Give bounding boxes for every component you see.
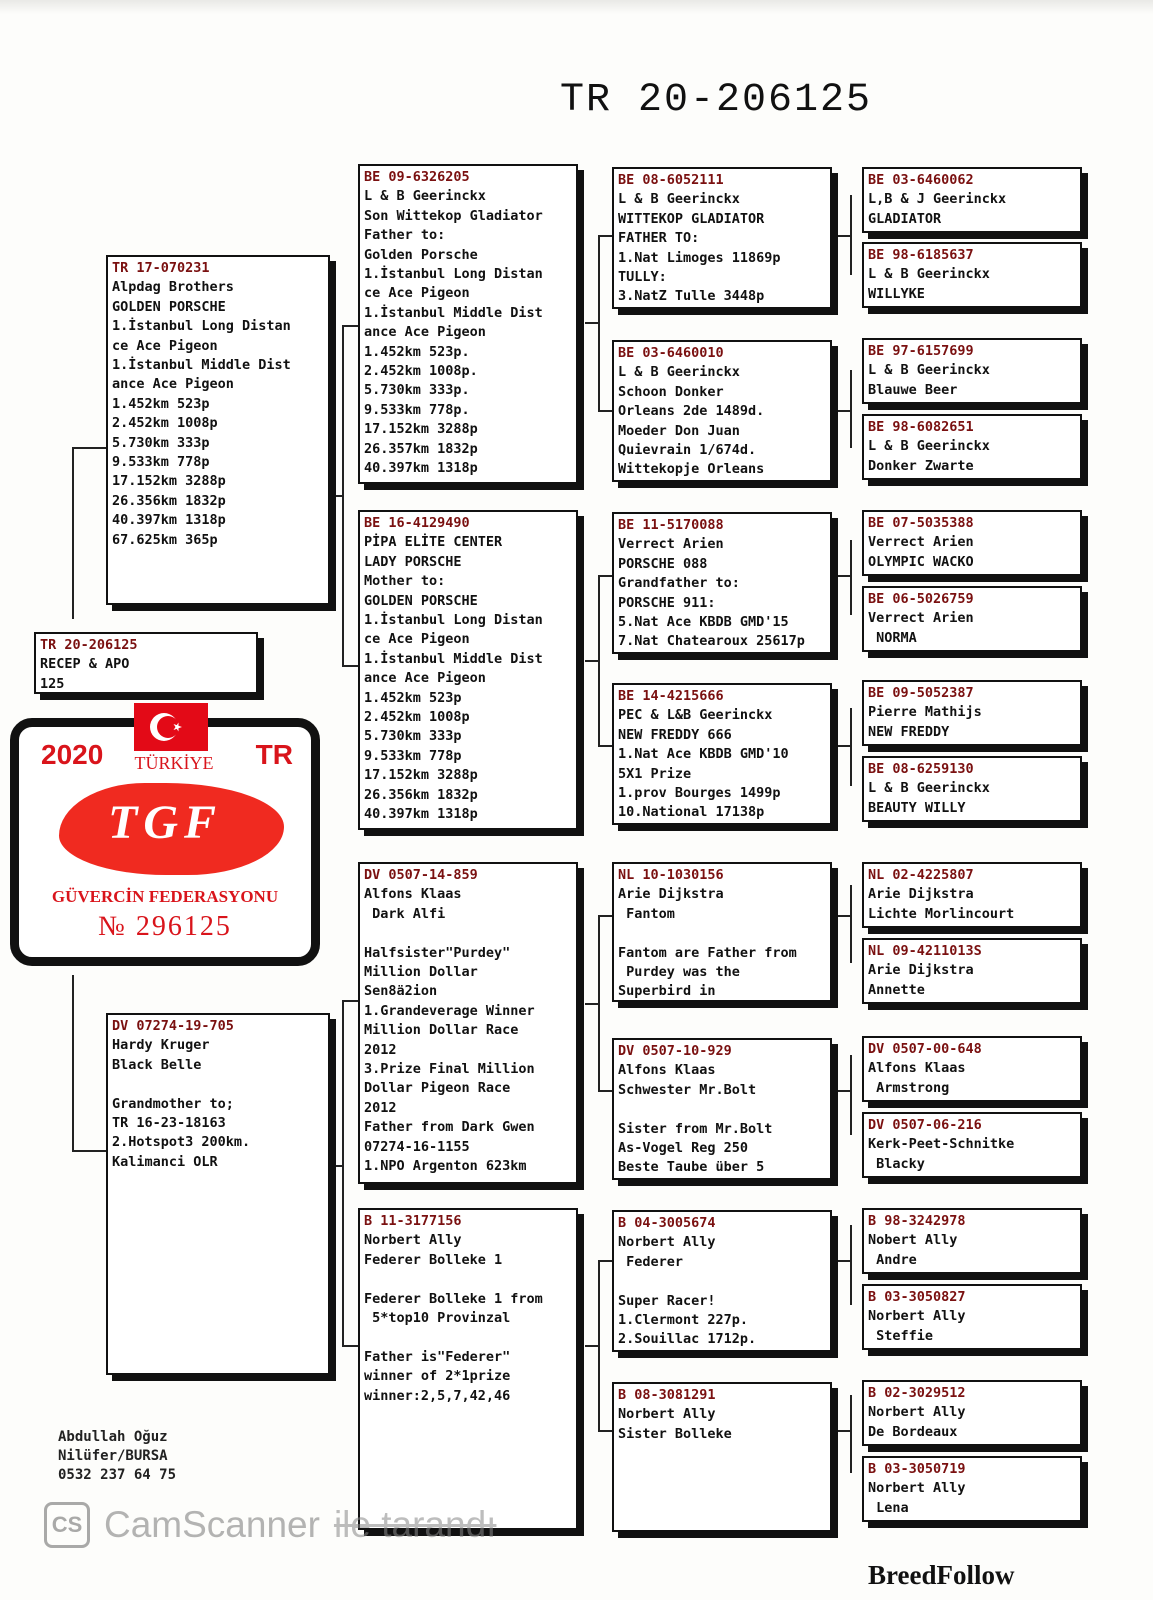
pedigree-line: L & B Geerinckx	[868, 438, 990, 455]
ring-id: TR 17-070231	[112, 260, 210, 276]
pedigree-line: Nobert Ally	[868, 1232, 958, 1249]
pedigree-line: 40.397km 1318p	[364, 806, 478, 823]
ring-id: B 11-3177156	[364, 1213, 462, 1229]
pedigree-line: Father from Dark Gwen	[364, 1119, 535, 1136]
ancestor-box	[862, 1284, 1082, 1350]
ring-id: DV 0507-14-859	[364, 867, 478, 883]
pedigree-line: BEAUTY WILLY	[868, 799, 966, 816]
pedigree-line: OLYMPIC WACKO	[868, 553, 974, 570]
pedigree-line: L & B Geerinckx	[364, 188, 486, 205]
pedigree-line: Arie Dijkstra	[868, 886, 974, 903]
pedigree-line: Hardy Kruger	[112, 1037, 210, 1054]
pedigree-line: 9.533km 778p	[364, 747, 462, 764]
pedigree-line: 40.397km 1318p	[112, 512, 226, 529]
ring-country-code: TR	[255, 739, 293, 770]
camscanner-brand: CamScanner	[104, 1504, 320, 1545]
pedigree-line: GOLDEN PORSCHE	[364, 592, 478, 609]
connector	[342, 325, 344, 665]
pedigree-line: 2.Hotspot3 200km.	[112, 1134, 251, 1151]
pedigree-line: 1.Nat Limoges 11869p	[618, 249, 781, 266]
pedigree-line: Verrect Arien	[868, 534, 974, 551]
pedigree-line: Fantom are Father from	[618, 944, 797, 961]
connector	[330, 495, 342, 497]
subject-box	[34, 632, 258, 694]
pedigree-line: Dark Alfi	[364, 905, 446, 922]
ring-id: BE 14-4215666	[618, 688, 724, 704]
connector	[838, 410, 850, 412]
ancestor-box	[862, 1036, 1082, 1102]
connector	[585, 322, 598, 324]
ancestor-box	[862, 1456, 1082, 1522]
pedigree-line: 17.152km 3288p	[364, 767, 478, 784]
grandparent-box	[358, 164, 578, 484]
connector	[598, 745, 613, 747]
pedigree-line: 26.356km 1832p	[364, 786, 478, 803]
ring-id: B 03-3050719	[868, 1461, 966, 1477]
pedigree-line	[364, 1328, 572, 1347]
pedigree-line: Black Belle	[112, 1056, 202, 1073]
connector	[598, 915, 613, 917]
pedigree-line: 1.452km 523p	[364, 689, 462, 706]
pedigree-line: Dollar Pigeon Race	[364, 1080, 511, 1097]
ancestor-box	[862, 1112, 1082, 1178]
ancestor-box	[862, 756, 1082, 822]
pedigree-line	[618, 1272, 826, 1291]
connector	[850, 540, 852, 615]
pedigree-line: Norbert Ally	[618, 1234, 716, 1251]
sire-box	[106, 255, 330, 605]
pedigree-line: Donker Zwarte	[868, 457, 974, 474]
pedigree-line: 1.İstanbul Middle Dist	[364, 650, 543, 667]
pedigree-line: 1.İstanbul Middle Dist	[364, 304, 543, 321]
pedigree-line: Quievrain 1/674d.	[618, 442, 757, 459]
ring-id: DV 0507-00-648	[868, 1041, 982, 1057]
pedigree-line: NORMA	[868, 629, 917, 646]
pedigree-line: WITTEKOP GLADIATOR	[618, 210, 765, 227]
camscanner-suffix: ile tarandı	[333, 1504, 497, 1545]
pedigree-line: Verrect Arien	[618, 536, 724, 553]
pedigree-line	[364, 1270, 572, 1289]
pedigree-line: Alfons Klaas	[364, 886, 462, 903]
great-grandparent-box	[612, 512, 832, 654]
ring-id: NL 02-4225807	[868, 867, 974, 883]
connector	[838, 1430, 850, 1432]
great-grandparent-box	[612, 862, 832, 1002]
grandparent-box	[358, 510, 578, 830]
pedigree-line: 1.İstanbul Middle Dist	[112, 357, 291, 374]
connector	[598, 575, 613, 577]
ring-id: B 08-3081291	[618, 1387, 716, 1403]
pedigree-line: 17.152km 3288p	[364, 421, 478, 438]
ring-year: 2020	[41, 739, 104, 770]
pedigree-line: Sister from Mr.Bolt	[618, 1120, 773, 1137]
breedfollow-logo: BreedFollow	[868, 1560, 1015, 1590]
pedigree-line: TULLY:	[618, 269, 667, 286]
pedigree-line: 17.152km 3288p	[112, 473, 226, 490]
connector	[585, 1003, 598, 1005]
connector	[850, 1225, 852, 1305]
great-grandparent-box	[612, 1210, 832, 1352]
camscanner-watermark	[44, 1502, 496, 1548]
pedigree-line: winner of 2*1prize	[364, 1368, 511, 1385]
ring-id: BE 03-6460062	[868, 172, 974, 188]
pedigree-line: Beste Taube über 5	[618, 1159, 765, 1176]
pedigree-line	[618, 1100, 826, 1119]
ring-id: BE 97-6157699	[868, 343, 974, 359]
pedigree-line: Wittekopje Orleans	[618, 461, 765, 478]
pedigree-line: Annette	[868, 981, 925, 998]
great-grandparent-box	[612, 340, 832, 482]
pedigree-line: Kalimanci OLR	[112, 1153, 218, 1170]
connector	[342, 1000, 344, 1345]
pedigree-line: 5.Nat Ace KBDB GMD'15	[618, 614, 789, 631]
connector	[598, 1090, 613, 1092]
tgf-ring-card	[10, 718, 320, 966]
pedigree-line: 1.NPO Argenton 623km	[364, 1158, 527, 1175]
pedigree-line: 40.397km 1318p	[364, 460, 478, 477]
pedigree-line: 2.452km 1008p	[112, 415, 218, 432]
pedigree-line: 2012	[364, 1041, 397, 1058]
pedigree-line: Andre	[868, 1251, 917, 1268]
pedigree-line: Superbird in	[618, 983, 716, 1000]
grandparent-box	[358, 862, 578, 1184]
pedigree-line: 9.533km 778p.	[364, 401, 470, 418]
pedigree-line: 1.452km 523p.	[364, 343, 470, 360]
pedigree-line: L,B & J Geerinckx	[868, 191, 1007, 208]
pedigree-line: Norbert Ally	[868, 1480, 966, 1497]
pedigree-line: 1.Nat Ace KBDB GMD'10	[618, 746, 789, 763]
pedigree-line: FATHER TO:	[618, 230, 700, 247]
ring-id: BE 11-5170088	[618, 517, 724, 533]
ring-id: B 04-3005674	[618, 1215, 716, 1231]
pedigree-line: Blauwe Beer	[868, 381, 958, 398]
pedigree-line: 07274-16-1155	[364, 1138, 470, 1155]
pedigree-line: NEW FREDDY 666	[618, 726, 732, 743]
owner-city: Nilüfer/BURSA	[58, 1448, 168, 1464]
pedigree-line: ce Ace Pigeon	[364, 285, 470, 302]
pedigree-line: Alfons Klaas	[868, 1060, 966, 1077]
pedigree-line: 2.452km 1008p.	[364, 363, 478, 380]
owner-phone: 0532 237 64 75	[58, 1467, 177, 1483]
connector	[850, 885, 852, 963]
ring-id: B 98-3242978	[868, 1213, 966, 1229]
pedigree-line: Son Wittekop Gladiator	[364, 207, 543, 224]
ring-id: BE 08-6052111	[618, 172, 724, 188]
pedigree-line: ance Ace Pigeon	[112, 376, 234, 393]
top-scan-edge	[0, 0, 1153, 14]
ring-id: BE 09-5052387	[868, 685, 974, 701]
pedigree-line: 67.625km 365p	[112, 531, 218, 548]
pedigree-line: Purdey was the	[618, 964, 740, 981]
pedigree-line: Grandfather to:	[618, 575, 740, 592]
pedigree-line: NEW FREDDY	[868, 723, 950, 740]
ring-id: BE 09-6326205	[364, 169, 470, 185]
connector	[838, 235, 850, 237]
connector	[598, 915, 600, 1090]
pedigree-line: Verrect Arien	[868, 610, 974, 627]
connector	[72, 975, 74, 1150]
ring-id: BE 98-6185637	[868, 247, 974, 263]
pedigree-line: Norbert Ally	[868, 1404, 966, 1421]
pedigree-line: 3.NatZ Tulle 3448p	[618, 288, 765, 305]
pedigree-line: 26.356km 1832p	[112, 492, 226, 509]
connector	[850, 1055, 852, 1135]
pedigree-line: TR 16-23-18163	[112, 1115, 226, 1132]
pedigree-line	[618, 924, 826, 943]
pedigree-line: Sen8ä2ion	[364, 983, 438, 1000]
connector	[72, 1150, 108, 1152]
ring-id: NL 10-1030156	[618, 867, 724, 883]
pedigree-line: PORSCHE 911:	[618, 594, 716, 611]
ancestor-box	[862, 414, 1082, 480]
pedigree-line: Pierre Mathijs	[868, 704, 982, 721]
pedigree-line: 2.452km 1008p	[364, 709, 470, 726]
connector	[598, 1260, 613, 1262]
pedigree-line: 26.357km 1832p	[364, 440, 478, 457]
pedigree-line	[364, 924, 572, 943]
pedigree-line: 1.İstanbul Long Distan	[364, 266, 543, 283]
pedigree-line: 7.Nat Chatearoux 25617p	[618, 633, 805, 650]
pedigree-line: Million Dollar	[364, 964, 478, 981]
pedigree-line: Father is"Federer"	[364, 1348, 511, 1365]
pedigree-line: Norbert Ally	[364, 1232, 462, 1249]
page-title: TR 20-206125	[560, 78, 873, 123]
ring-id: B 03-3050827	[868, 1289, 966, 1305]
pedigree-line: 1.prov Bourges 1499p	[618, 785, 781, 802]
dam-box	[106, 1013, 330, 1375]
pedigree-line: Super Racer!	[618, 1292, 716, 1309]
pedigree-line: ce Ace Pigeon	[364, 631, 470, 648]
turkish-flag-icon	[134, 703, 208, 751]
ring-id: BE 06-5026759	[868, 591, 974, 607]
connector	[330, 1165, 342, 1167]
pedigree-line: Moeder Don Juan	[618, 422, 740, 439]
connector	[598, 235, 600, 410]
pedigree-line: Alpdag Brothers	[112, 279, 234, 296]
ancestor-box	[862, 242, 1082, 308]
pedigree-line: Federer Bolleke 1	[364, 1251, 503, 1268]
ring-id: DV 0507-10-929	[618, 1043, 732, 1059]
pedigree-line: De Bordeaux	[868, 1423, 958, 1440]
ancestor-box	[862, 938, 1082, 1004]
ancestor-box	[862, 167, 1082, 233]
connector	[598, 1260, 600, 1430]
ancestor-box	[862, 586, 1082, 652]
great-grandparent-box	[612, 1038, 832, 1180]
pedigree-line: ance Ace Pigeon	[364, 324, 486, 341]
pedigree-line: RECEP & APO	[40, 656, 130, 673]
pedigree-line: 5.730km 333p	[112, 434, 210, 451]
ancestor-box	[862, 862, 1082, 928]
connector	[598, 235, 613, 237]
connector	[598, 410, 613, 412]
pedigree-line: L & B Geerinckx	[868, 266, 990, 283]
pedigree-line: Lichte Morlincourt	[868, 905, 1015, 922]
pedigree-line: Million Dollar Race	[364, 1022, 519, 1039]
pedigree-line: Steffie	[868, 1327, 934, 1344]
pedigree-line: Norbert Ally	[618, 1406, 716, 1423]
pedigree-line: Federer	[618, 1253, 684, 1270]
pedigree-line: 3.Prize Final Million	[364, 1061, 535, 1078]
connector	[850, 1395, 852, 1473]
ring-id: DV 07274-19-705	[112, 1018, 234, 1034]
ring-id: NL 09-4211013S	[868, 943, 982, 959]
connector	[850, 370, 852, 448]
pedigree-line: Blacky	[868, 1155, 925, 1172]
pedigree-line	[112, 1075, 324, 1094]
ring-id: BE 07-5035388	[868, 515, 974, 531]
pedigree-line: Grandmother to;	[112, 1095, 234, 1112]
pedigree-line: 9.533km 778p	[112, 454, 210, 471]
pedigree-line: PEC & L&B Geerinckx	[618, 707, 773, 724]
pedigree-line: GOLDEN PORSCHE	[112, 298, 226, 315]
pedigree-line: 1.Grandeverage Winner	[364, 1002, 535, 1019]
grandparent-box	[358, 1208, 578, 1530]
connector	[598, 575, 600, 745]
ancestor-box	[862, 338, 1082, 404]
pedigree-line: PİPA ELİTE CENTER	[364, 534, 503, 551]
ring-number: № 296125	[98, 911, 232, 942]
pedigree-line: 2.Souillac 1712p.	[618, 1331, 757, 1348]
pedigree-line: 5.730km 333p	[364, 728, 462, 745]
pedigree-line: winner:2,5,7,42,46	[364, 1387, 511, 1404]
pedigree-line: WILLYKE	[868, 285, 925, 302]
ring-id: DV 0507-06-216	[868, 1117, 982, 1133]
pedigree-line: 2012	[364, 1099, 397, 1116]
pedigree-line: ance Ace Pigeon	[364, 670, 486, 687]
pedigree-line: LADY PORSCHE	[364, 553, 462, 570]
pedigree-line: Schoon Donker	[618, 383, 724, 400]
pedigree-line: Lena	[868, 1499, 909, 1516]
pedigree-line: Sister Bolleke	[618, 1425, 732, 1442]
pedigree-line: Golden Porsche	[364, 246, 478, 263]
ancestor-box	[862, 1208, 1082, 1274]
great-grandparent-box	[612, 1382, 832, 1532]
pedigree-line: L & B Geerinckx	[618, 191, 740, 208]
pedigree-line: Mother to:	[364, 573, 446, 590]
pedigree-line: Orleans 2de 1489d.	[618, 403, 765, 420]
pedigree-line: L & B Geerinckx	[868, 362, 990, 379]
pedigree-line: 125	[40, 675, 65, 692]
connector	[72, 447, 108, 449]
pedigree-line: Armstrong	[868, 1079, 950, 1096]
ring-id: TR 20-206125	[40, 637, 138, 653]
pedigree-line: 5*top10 Provinzal	[364, 1310, 511, 1327]
owner-name: Abdullah Oğuz	[58, 1429, 168, 1445]
ring-id: BE 03-6460010	[618, 345, 724, 361]
ancestor-box	[862, 510, 1082, 576]
pedigree-line: PORSCHE 088	[618, 555, 708, 572]
pedigree-line: 10.National 17138p	[618, 804, 765, 821]
camscanner-icon: CS	[44, 1502, 90, 1548]
pedigree-line: 1.Clermont 227p.	[618, 1312, 749, 1329]
connector	[838, 745, 850, 747]
pedigree-line: Schwester Mr.Bolt	[618, 1081, 757, 1098]
ring-id: BE 16-4129490	[364, 515, 470, 531]
pedigree-line: L & B Geerinckx	[868, 780, 990, 797]
connector	[585, 1345, 598, 1347]
pedigree-line: Federer Bolleke 1 from	[364, 1290, 543, 1307]
pedigree-line: Kerk-Peet-Schnitke	[868, 1136, 1015, 1153]
pedigree-line: Fantom	[618, 905, 675, 922]
connector	[838, 1090, 850, 1092]
pedigree-line: GLADIATOR	[868, 210, 942, 227]
ring-id: B 02-3029512	[868, 1385, 966, 1401]
connector	[598, 1430, 613, 1432]
ring-id: BE 98-6082651	[868, 419, 974, 435]
ancestor-box	[862, 1380, 1082, 1446]
pedigree-line: Halfsister"Purdey"	[364, 944, 511, 961]
pedigree-line: 5X1 Prize	[618, 765, 692, 782]
ring-id: BE 08-6259130	[868, 761, 974, 777]
pedigree-line: 1.İstanbul Long Distan	[364, 612, 543, 629]
owner-info	[58, 1428, 176, 1485]
ring-country: TÜRKİYE	[134, 753, 214, 773]
pedigree-line: 1.452km 523p	[112, 395, 210, 412]
pedigree-line: Father to:	[364, 227, 446, 244]
pedigree-line: L & B Geerinckx	[618, 364, 740, 381]
connector	[850, 708, 852, 786]
pedigree-line: ce Ace Pigeon	[112, 337, 218, 354]
pedigree-line: Arie Dijkstra	[868, 962, 974, 979]
pedigree-line: Norbert Ally	[868, 1308, 966, 1325]
federation-name: GÜVERCİN FEDERASYONU	[51, 887, 279, 906]
connector	[838, 575, 850, 577]
great-grandparent-box	[612, 167, 832, 309]
connector	[838, 915, 850, 917]
connector	[585, 660, 598, 662]
pedigree-line: 1.İstanbul Long Distan	[112, 318, 291, 335]
great-grandparent-box	[612, 683, 832, 825]
ancestor-box	[862, 680, 1082, 746]
connector	[850, 195, 852, 275]
connector	[72, 447, 74, 619]
pedigree-line: As-Vogel Reg 250	[618, 1140, 749, 1157]
pedigree-line: 5.730km 333p.	[364, 382, 470, 399]
connector	[838, 1260, 850, 1262]
pedigree-line: Alfons Klaas	[618, 1062, 716, 1079]
tgf-logo: TGF	[108, 796, 222, 849]
pedigree-line: Arie Dijkstra	[618, 886, 724, 903]
